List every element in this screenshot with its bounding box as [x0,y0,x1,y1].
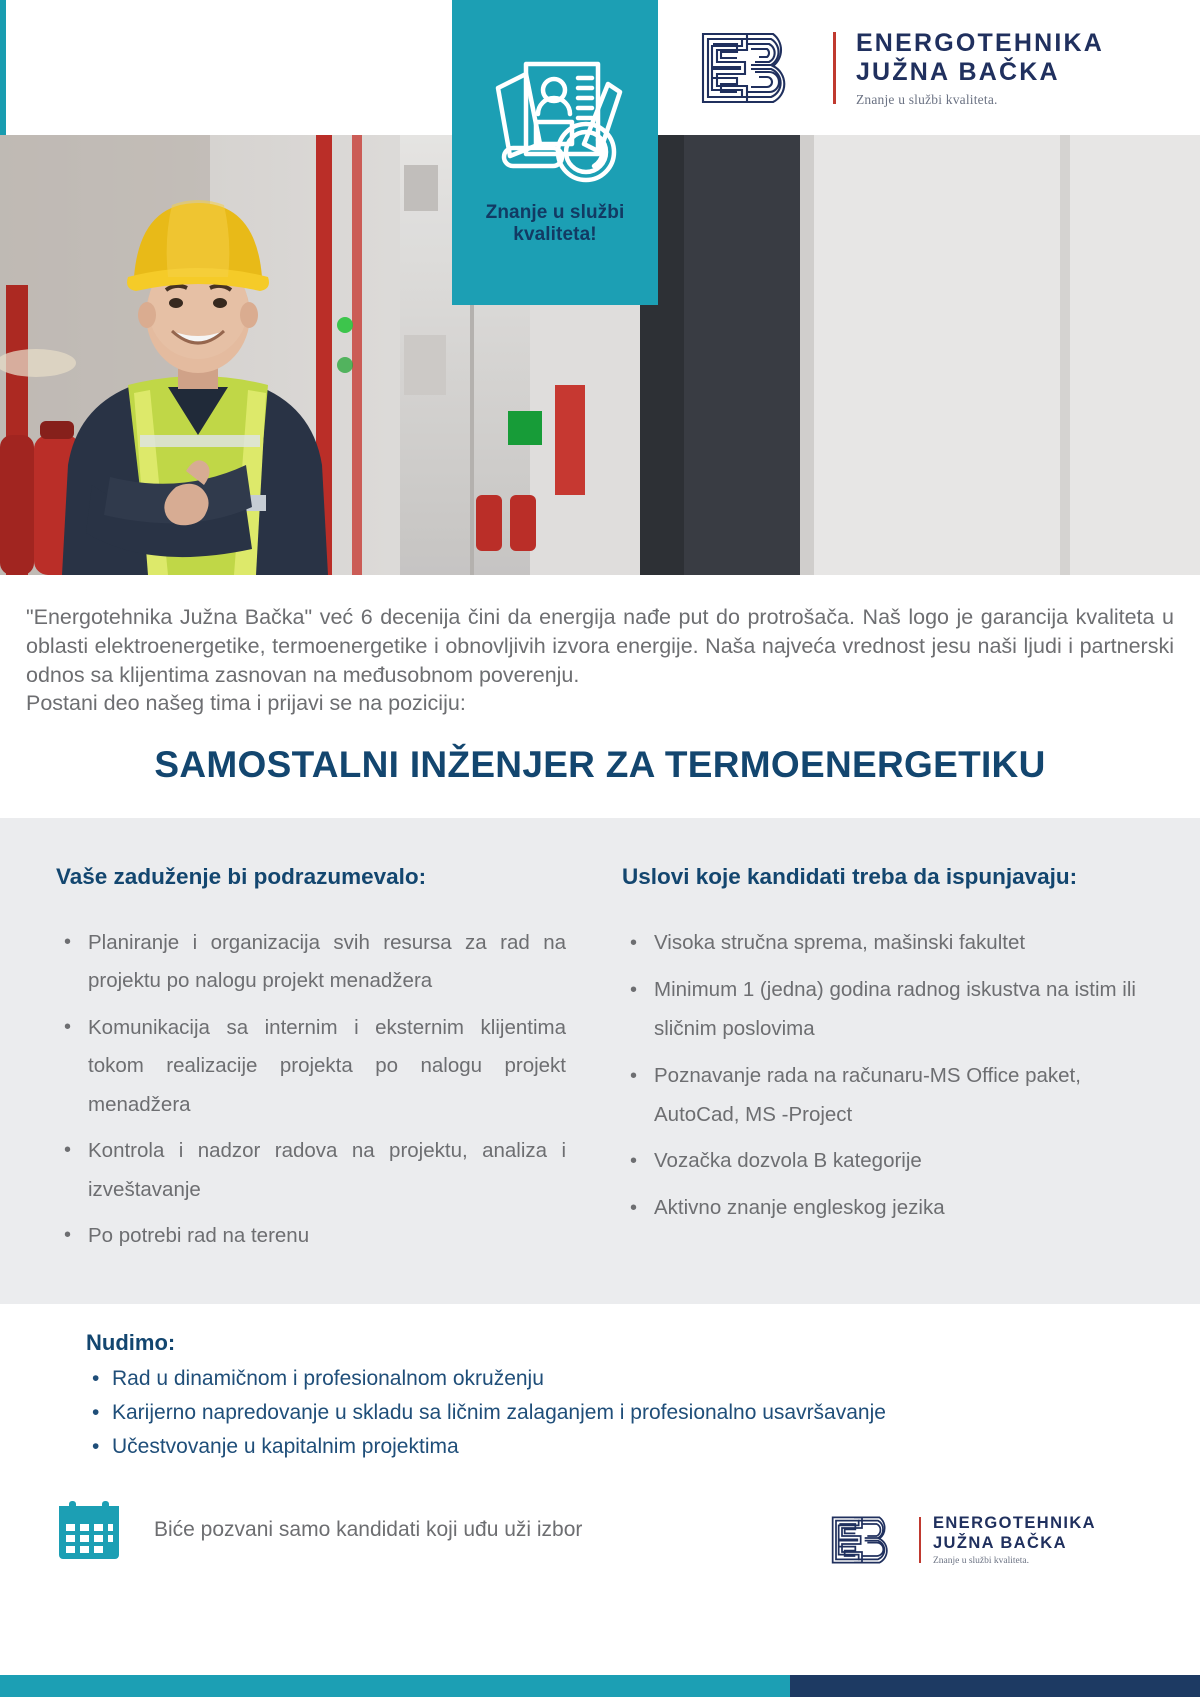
list-item: • Visoka stručna sprema, mašinski fakultet [622,924,1166,963]
footer-logo [823,1512,1096,1568]
bottom-bar [0,1675,1200,1697]
company-logo [689,26,1104,110]
intro-cta: Postani deo našeg tima i prijavi se na poziciju: [26,691,466,716]
offer-heading: Nudimo: [86,1330,176,1356]
logo-line-2: JUŽNA BAČKA [855,57,1060,86]
list-item: • Kontrola i nadzor radova na projektu, analiza i izveštavanje [56,1132,566,1209]
intro-paragraph: "Energotehnika Južna Bačka" već 6 decenija čini da energija nađe put do protrošača. Naš logo je garancija kvaliteta u oblasti elektroenergetike, termoenergetike i obnovljivih izvora energije. Naša najveća vrednost jesu naši ljudi i partnerski odnos sa klijentima zasnovan na međusobnom poverenju. [26,605,1174,687]
responsibilities-column [0,864,600,1264]
logo-tagline: Znanje u službi kvaliteta. [855,91,998,107]
offer-list [86,1362,1174,1464]
footer-logo-line-2: JUŽNA BAČKA [932,1533,1067,1552]
list-item: • Minimum 1 (jedna) godina radnog iskustva na istim ili sličnim poslovima [622,971,1166,1049]
offer-section [0,1304,1200,1464]
ejb-monogram-icon [823,1512,909,1568]
footer-logo-wordmark [933,1514,1096,1566]
list-item: • Aktivno znanje engleskog jezika [622,1189,1166,1228]
badge-line-1: Znanje u službi [485,202,625,223]
bottom-bar-teal [0,1675,790,1697]
footer-logo-line-1: ENERGOTEHNIKA [932,1514,1096,1533]
footer-logo-divider [919,1517,921,1563]
details-band [0,818,1200,1304]
logo-wordmark [856,29,1104,108]
list-item: • Poznavanje rada na računaru-MS Office paket, AutoCad, MS -Project [622,1057,1166,1135]
responsibilities-heading: Vaše zaduženje bi podrazumevalo: [56,863,427,889]
shortlist-note: Biće pozvani samo kandidati koji uđu uži izbor [154,1518,583,1542]
header-accent-bar [0,0,6,135]
ejb-monogram-icon [689,26,817,110]
requirements-heading: Uslovi koje kandidati treba da ispunjavaju: [622,863,1078,889]
calendar-icon [58,1500,120,1560]
bottom-bar-navy [790,1675,1200,1697]
list-item: • Planiranje i organizacija svih resursa za rad na projektu po nalogu projekt menadžera [56,924,566,1001]
page-title: SAMOSTALNI INŽENJER ZA TERMOENERGETIKU [154,744,1046,786]
list-item: • Rad u dinamičnom i profesionalnom okruženju [86,1362,1174,1396]
logo-divider [833,32,836,104]
logo-line-1: ENERGOTEHNIKA [855,28,1104,57]
footer-note [0,1464,1200,1567]
cv-search-icon [480,48,630,188]
badge-line-2: kvaliteta! [513,224,597,246]
requirements-list [622,924,1166,1229]
quality-badge [452,0,658,305]
list-item: • Komunikacija sa internim i eksternim klijentima tokom realizacije projekta po nalogu projekt menadžera [56,1009,566,1125]
list-item: • Vozačka dozvola B kategorije [622,1142,1166,1181]
responsibilities-list [56,924,566,1256]
footer-logo-tagline: Znanje u službi kvaliteta. [932,1556,1029,1567]
list-item: • Učestvovanje u kapitalnim projektima [86,1430,1174,1464]
intro-section [0,575,1200,790]
list-item: • Po potrebi rad na terenu [56,1217,566,1256]
badge-text [486,202,625,247]
list-item: • Karijerno napredovanje u skladu sa ličnim zalaganjem i profesionalno usavršavanje [86,1396,1174,1430]
requirements-column [600,864,1200,1237]
